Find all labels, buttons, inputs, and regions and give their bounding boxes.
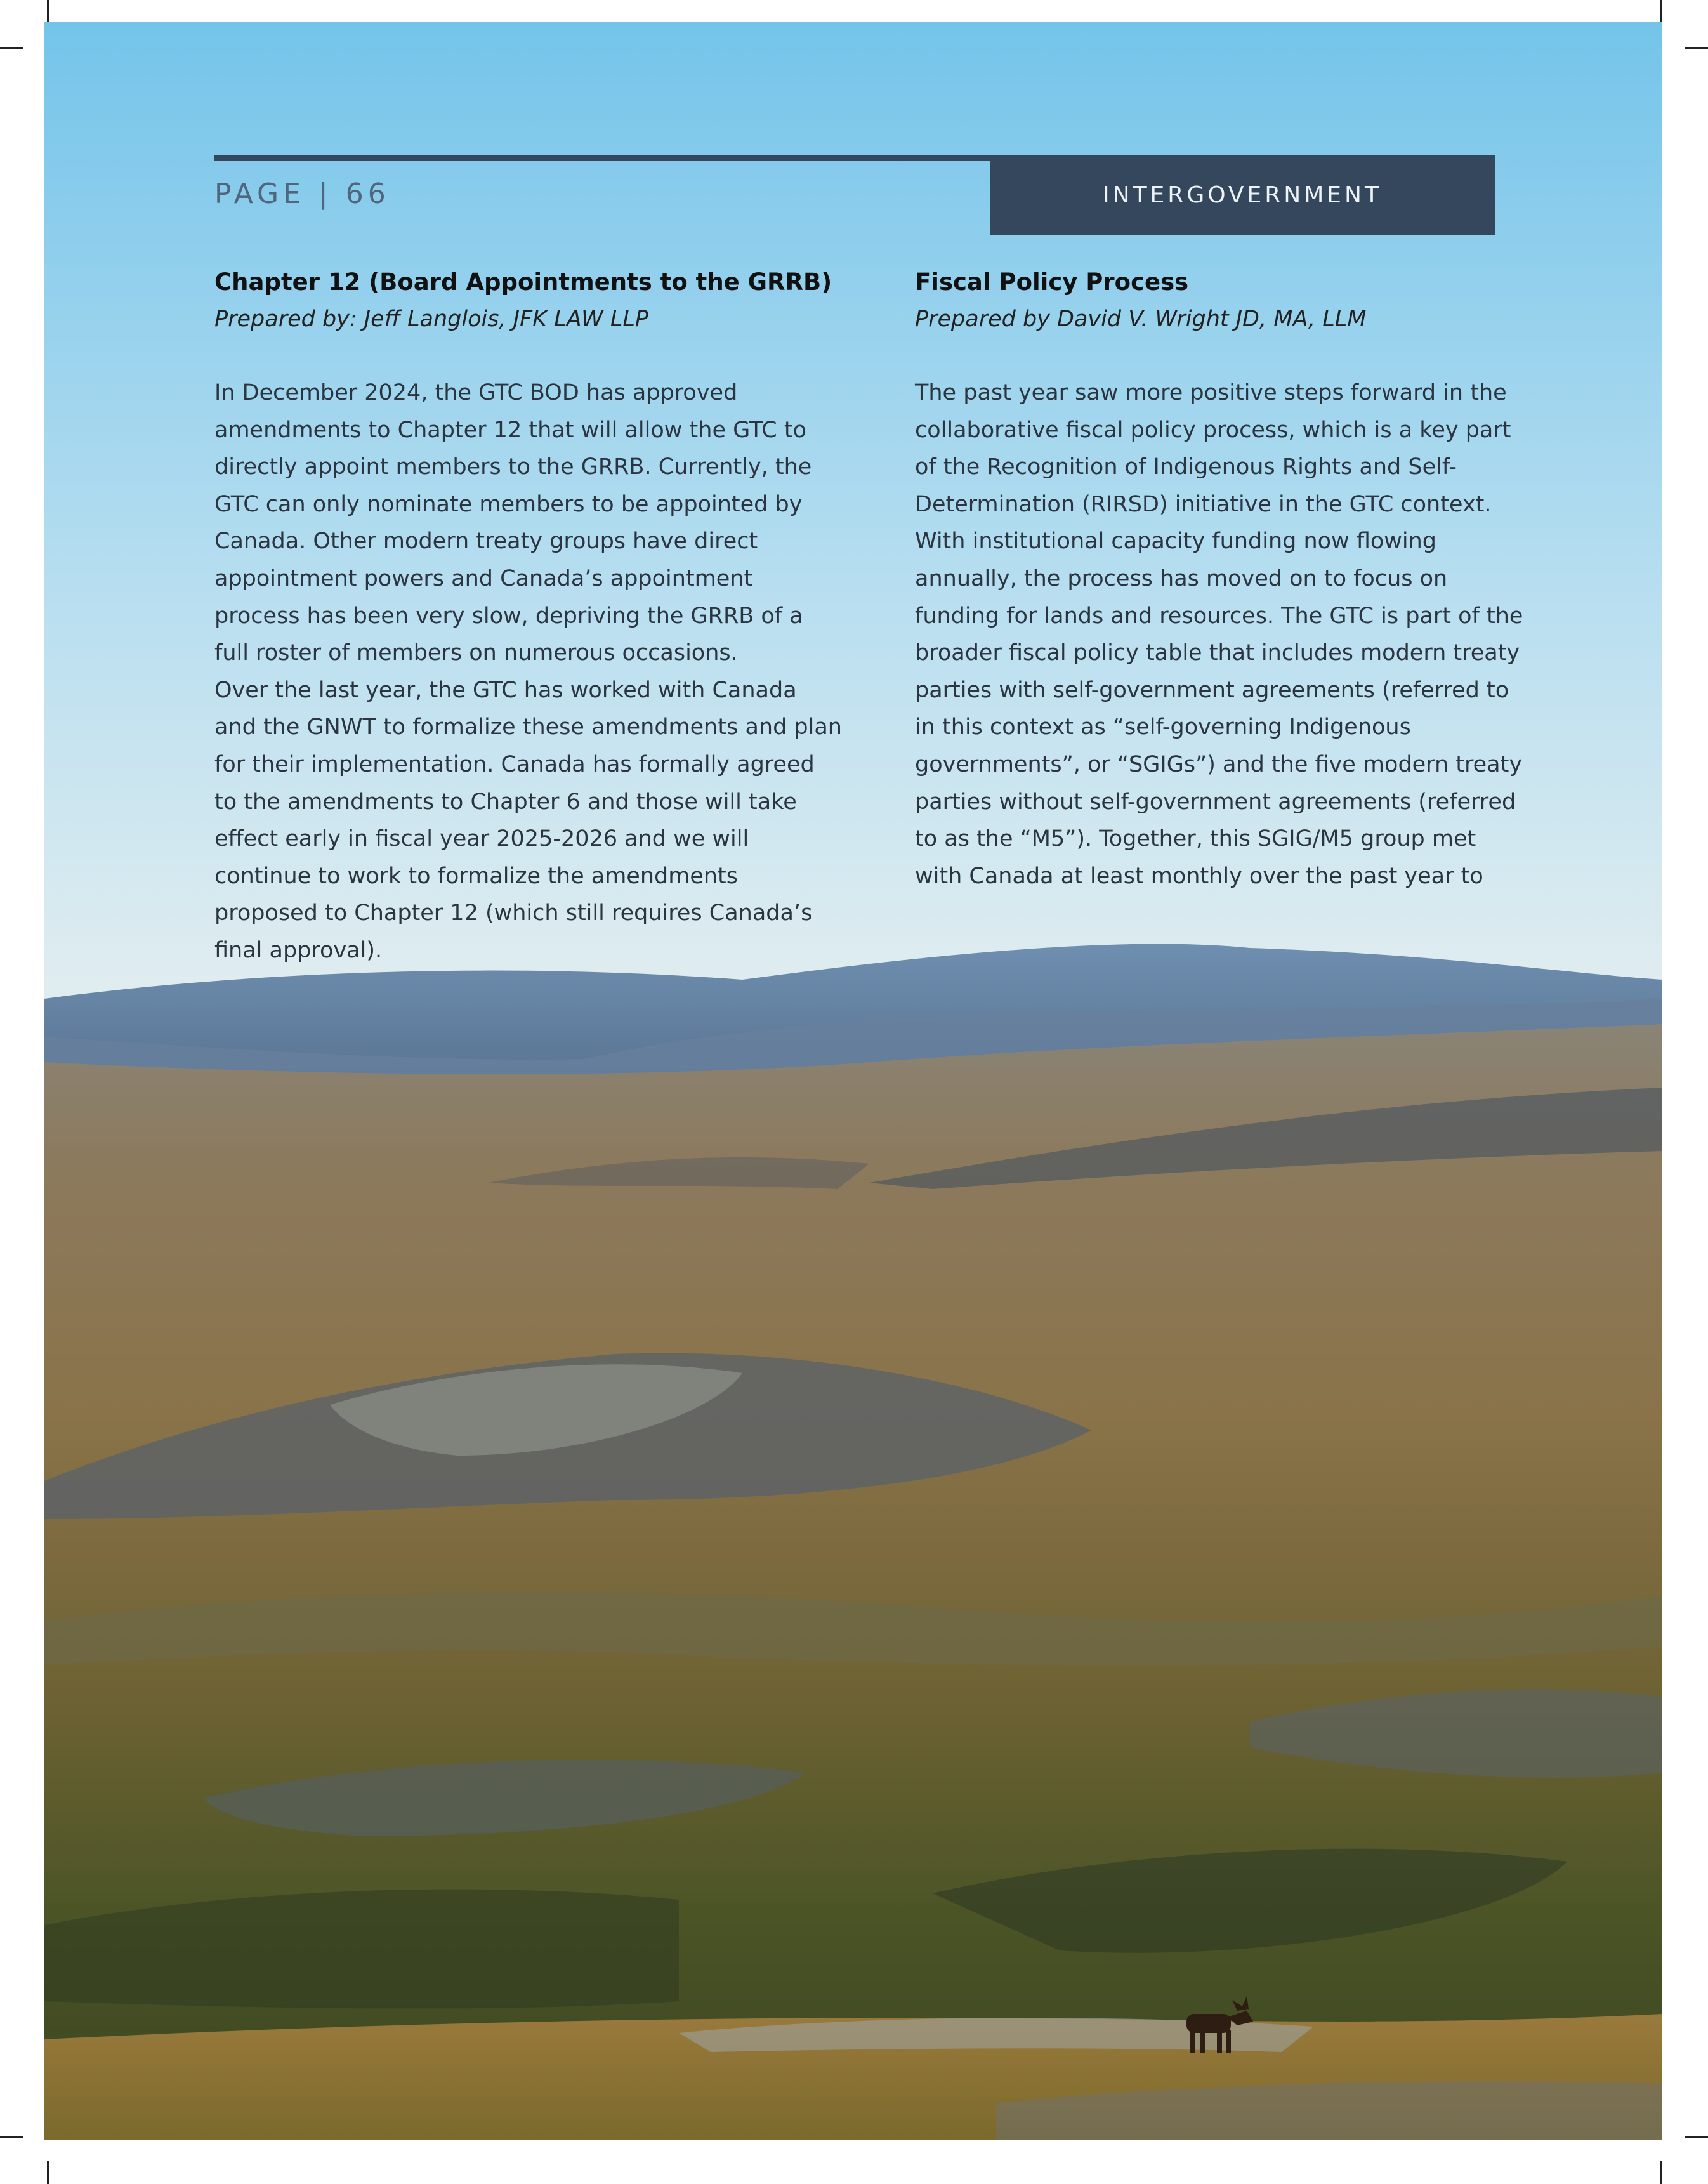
crop-mark: [1685, 47, 1708, 49]
left-article: [214, 264, 843, 970]
crop-mark: [0, 2136, 23, 2138]
paragraph: The past year saw more positive steps forward in the collaborative fiscal policy process, which is a key part of the Recognition of Indigenous Rights and Self-Determination (RIRSD) initiative in the GTC context. With institutional capacity funding now flowing annually, the process has moved on to focus on funding for lands and resources. The GTC is part of the broader fiscal policy table that includes modern treaty parties with self-government agreements (referred to in this context as “self-governing Indigenous governments”, or “SGIGs”) and the five modern treaty parties without self-government agreements (referred to as the “M5”). Together, this SGIG/M5 group met with Canada at least monthly over the past year to: [915, 380, 1523, 889]
crop-mark: [47, 2161, 49, 2184]
page-number: PAGE | 66: [214, 178, 390, 210]
article-byline: Prepared by David V. Wright JD, MA, LLM: [915, 306, 1367, 332]
crop-mark: [47, 0, 49, 23]
article-byline: Prepared by: Jeff Langlois, JFK LAW LLP: [214, 306, 648, 332]
crop-mark: [1660, 2161, 1662, 2184]
crop-mark: [0, 47, 23, 49]
article-title: Fiscal Policy Process: [915, 268, 1189, 296]
article-title: Chapter 12 (Board Appointments to the GRRB): [214, 268, 832, 296]
crop-mark: [1685, 2136, 1708, 2138]
section-title: INTERGOVERNMENT: [1103, 181, 1382, 208]
section-tab: [990, 155, 1495, 235]
crop-mark: [1660, 0, 1662, 23]
paragraph: In December 2024, the GTC BOD has approved amendments to Chapter 12 that will allow the GTC to directly appoint members to the GRRB. Currently, the GTC can only nominate members to be appointed by Canada. Other modern treaty groups have direct appointment powers and Canada’s appointment process has been very slow, depriving the GRRB of a full roster of members on numerous occasions.: [214, 380, 812, 666]
article-body: [214, 374, 843, 970]
report-page: [44, 22, 1662, 2140]
right-article: [915, 264, 1524, 895]
paragraph: Over the last year, the GTC has worked with Canada and the GNWT to formalize these amendments and plan for their implementation. Canada has formally agreed to the amendments to Chapter 6 and those will take effect early in fiscal year 2025-2026 and we will continue to work to formalize the amendments proposed to Chapter 12 (which still requires Canada’s final approval).: [214, 677, 842, 963]
article-body: [915, 374, 1524, 895]
